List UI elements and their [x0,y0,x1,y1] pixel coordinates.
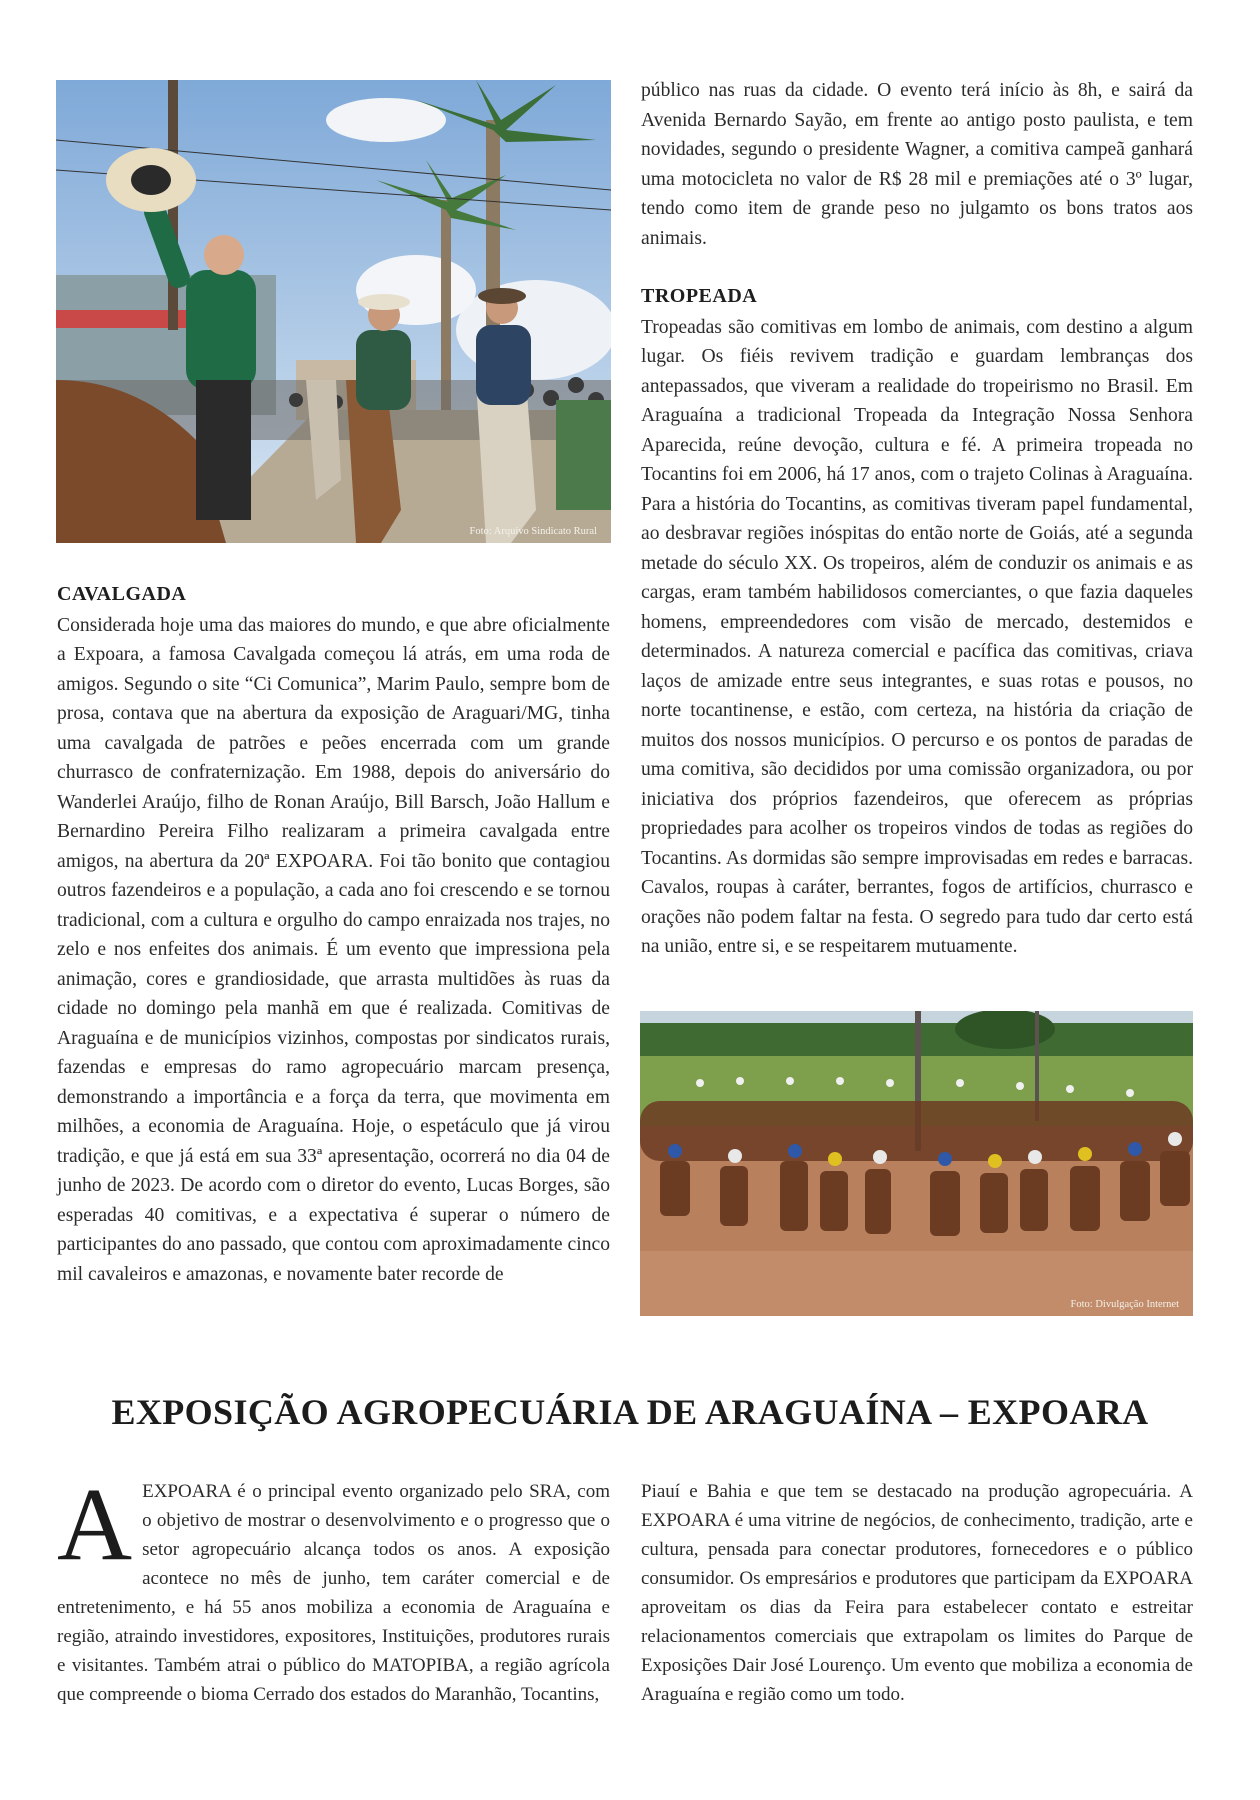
tropeada-photo [640,1011,1193,1316]
expoara-right-body: Piauí e Bahia e que tem se destacado na produção agropecuária. A EXPOARA é uma vitrine de negócios, de conhecimento, tradição, arte e cultura, pensada para conectar produtores, fornecedores e o público consumidor. Os empresários e produtores que participam da EXPOARA aproveitam os dias da Feira para estabelecer contato e estreitar relacionamentos comerciais que extrapolam os limites do Parque de Exposições Dair José Lourenço. Um evento que mobiliza a economia de Araguaína e região como um todo. [641,1481,1193,1705]
cavalgada-continuation-body: público nas ruas da cidade. O evento terá início às 8h, e sairá da Avenida Bernardo Sayão, em frente ao antigo posto paulista, e tem novidades, segundo o presidente Wagner, a comitiva campeã ganhará uma motocicleta no valor de R$ 28 mil e premiações até o 3º lugar, tendo como item de grande peso no julgamto os bons tratos aos animais. [641,80,1193,249]
page-title: EXPOSIÇÃO AGROPECUÁRIA DE ARAGUAÍNA – EXPOARA [111,1392,1149,1432]
tropeada-body: Tropeadas são comitivas em lombo de animais, com destino a algum lugar. Os fiéis revivem tradição e guardam lembranças dos antepassados, que viveram a realidade do tropeirismo no Brasil. Em Araguaína a tradicional Tropeada da Integração Nossa Senhora Aparecida, reúne devoção, cultura e fé. A primeira tropeada no Tocantins foi em 2006, há 17 anos, com o trajeto Colinas à Araguaína. Para a história do Tocantins, as comitivas tiveram papel fundamental, ao desbravar regiões inóspitas do então norte de Goiás, até a segunda metade do século XX. Os tropeiros, além de conduzir os animais e as cargas, eram também habilidosos comerciantes, o que fazia daqueles homens, empreendedores com visão de mercado, destemidos e determinados. A natureza comercial e pacífica das comitivas, criava laços de amizade entre seus integrantes, e suas rotas e pousos, no norte tocantinense, e estão, com certeza, na história da criação de muitos dos nossos municípios. O percurso e os pontos de paradas de uma comitiva, são decididos por uma comissão organizadora, ou por iniciativa dos próprios fazendeiros, que oferecem as próprias propriedades para acolher os tropeiros vindos de todas as regiões do Tocantins. As dormidas são sempre improvisadas em redes e barracas. Cavalos, roupas à caráter, berrantes, fogos de artifícios, churrasco e orações não podem faltar na festa. O segredo para tudo dar certo está na união, entre si, e se respeitarem mutuamente. [641,316,1193,957]
photo-credit: Foto: Arquivo Sindicato Rural [469,526,597,537]
cavalgada-continuation [641,76,1193,253]
tropeada-section [641,282,1193,962]
expoara-right [641,1477,1193,1709]
section-heading: TROPEADA [641,285,758,307]
section-heading: CAVALGADA [57,583,187,605]
expoara-left-body: EXPOARA é o principal evento organizado pelo SRA, com o objetivo de mostrar o desenvolvimento e o progresso que o setor agropecuário alcança todos os anos. A exposição acontece no mês de junho, tem caráter comercial e de entretenimento, e há 55 anos mobiliza a economia de Araguaína e região, atraindo investidores, expositores, Instituições, produtores rurais e visitantes. Também atrai o público do MATOPIBA, a região agrícola que compreende o bioma Cerrado dos estados do Maranhão, Tocantins, [57,1481,610,1705]
photo-credit: Foto: Divulgação Internet [1070,1299,1179,1310]
cavalgada-photo-illustration [56,80,611,543]
cavalgada-section [57,580,610,1289]
drop-cap: A [57,1467,133,1582]
cavalgada-photo [56,80,611,543]
cavalgada-body: Considerada hoje uma das maiores do mundo, e que abre oficialmente a Expoara, a famosa Cavalgada começou lá atrás, em uma roda de amigos. Segundo o site “Ci Comunica”, Marim Paulo, sempre bom de prosa, contava que na abertura da exposição de Araguari/MG, tinha uma cavalgada de patrões e peões encerrada com um grande churrasco de confraternização. Em 1988, depois do aniversário do Wanderlei Araújo, filho de Ronan Araújo, Bill Barsch, João Hallum e Bernardino Pereira Filho realizaram a primeira cavalgada entre amigos, na abertura da 20ª EXPOARA. Foi tão bonito que contagiou outros fazendeiros e a população, a cada ano foi crescendo e se tornou tradicional, com a cultura e orgulho do campo enraizada nos trajes, no zelo e nos enfeites dos animais. É um evento que impressiona pela animação, cores e grandiosidade, que arrasta multidões às ruas da cidade no domingo pela manhã em que é realizada. Comitivas de Araguaína e de municípios vizinhos, compostas por sindicatos rurais, fazendas e empresas do ramo agropecuário marcam presença, demonstrando a importância e a força da terra, que movimenta em milhões, a economia de Araguaína. Hoje, o espetáculo que já virou tradição, e que já está em sua 33ª apresentação, ocorrerá no dia 04 de junho de 2023. De acordo com o diretor do evento, Lucas Borges, são esperadas 40 comitivas, e a expectativa é superar o número de participantes do ano passado, que contou com aproximadamente cinco mil cavaleiros e amazonas, e novamente bater recorde de [57,614,610,1285]
expoara-left [57,1467,610,1709]
tropeada-photo-illustration [640,1011,1193,1316]
